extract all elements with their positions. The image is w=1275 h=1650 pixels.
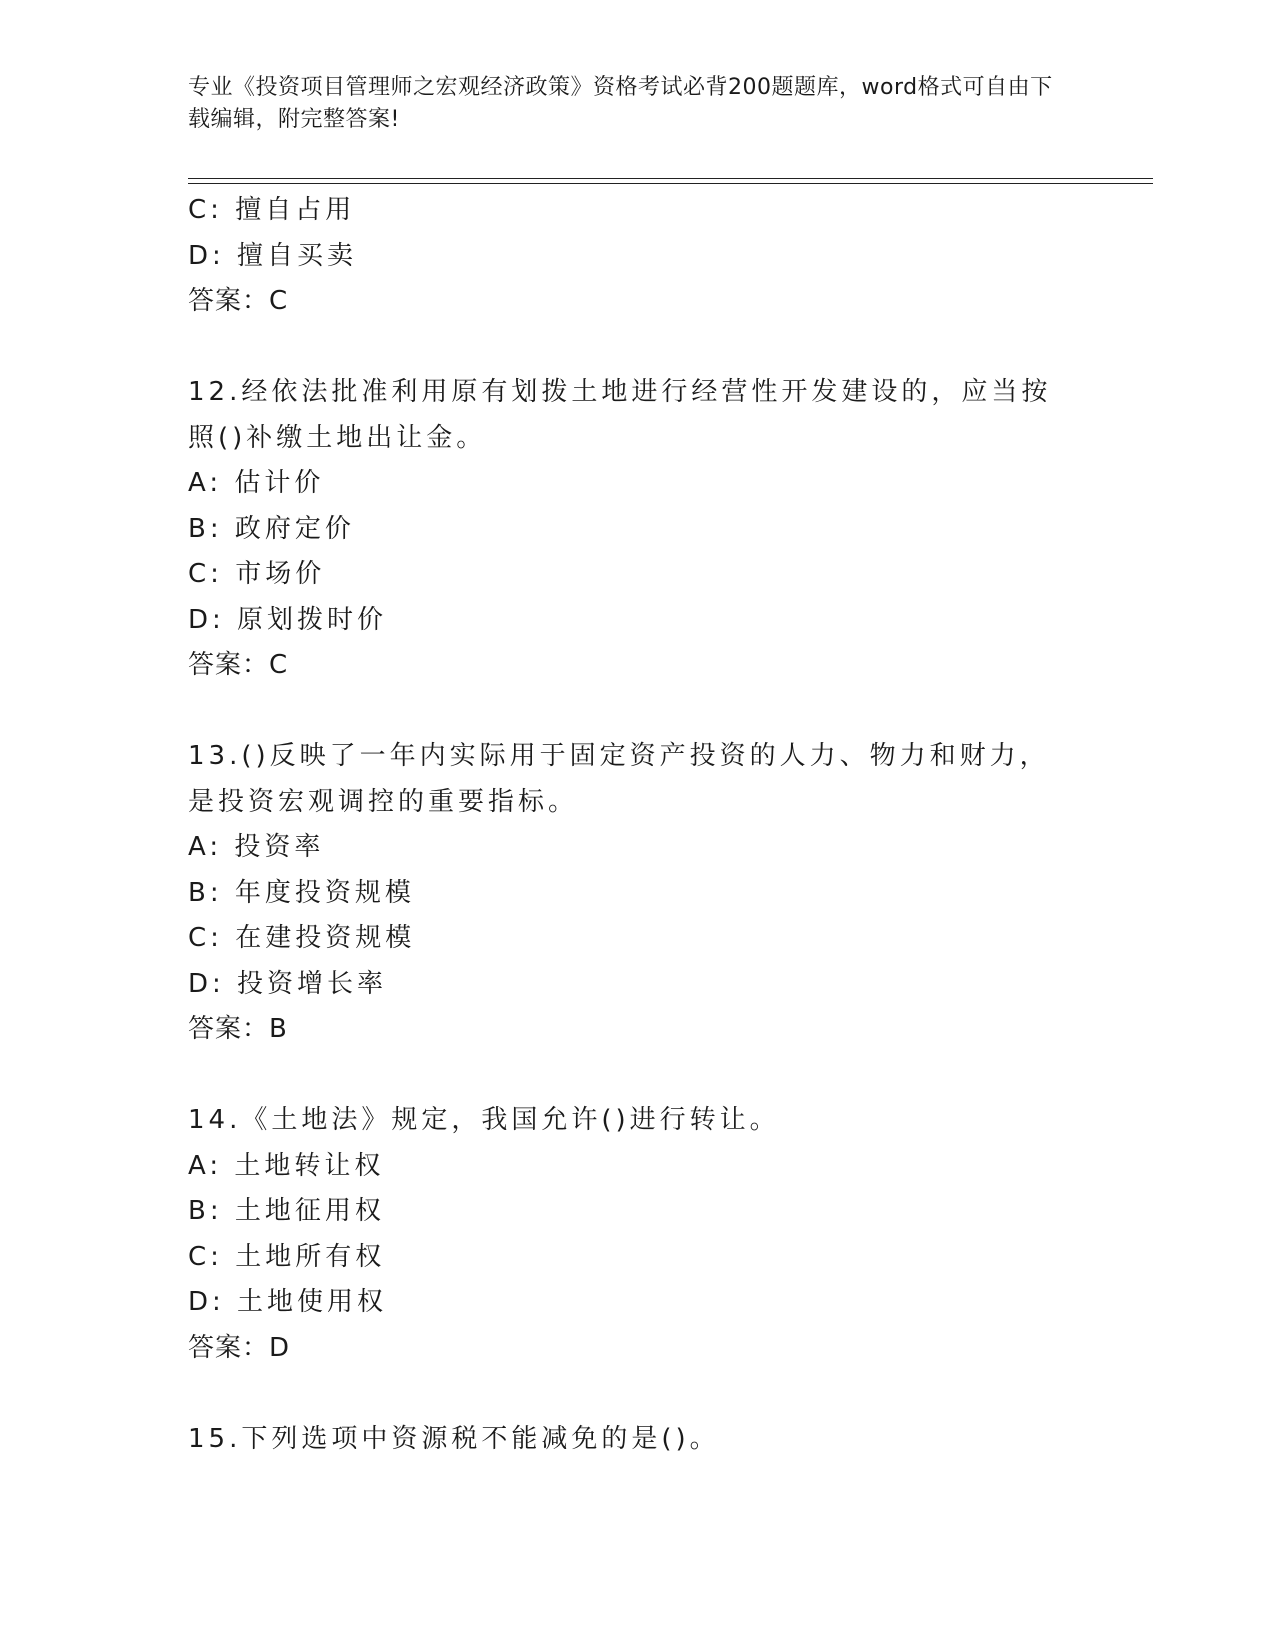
option-d	[188, 1280, 1088, 1326]
option-label: D:	[188, 968, 225, 999]
question-stem: 下列选项中资源税不能减免的是()。	[241, 1423, 720, 1454]
option-text: 市场价	[235, 559, 326, 589]
option-text: 估计价	[234, 468, 325, 498]
option-c	[188, 188, 1088, 234]
option-label: C:	[188, 559, 223, 589]
question-text	[188, 1098, 1068, 1144]
document-header	[188, 72, 1068, 136]
option-label: C:	[188, 923, 223, 953]
option-label: D:	[188, 604, 225, 635]
answer: 答案：B	[188, 1014, 288, 1044]
option-b	[188, 871, 1088, 917]
option-b	[188, 507, 1088, 553]
question-13	[188, 734, 1088, 1053]
header-rule-bottom	[188, 183, 1153, 184]
question-number: 12.	[188, 377, 242, 407]
question-text	[188, 370, 1068, 461]
question-15	[188, 1417, 1088, 1463]
question-text	[188, 1417, 1068, 1463]
option-text: 投资率	[234, 832, 325, 862]
option-text: 在建投资规模	[235, 923, 416, 953]
spacer	[188, 689, 1088, 735]
option-text: 擅自占用	[235, 195, 356, 225]
option-label: A:	[188, 832, 223, 862]
option-label: D:	[188, 240, 225, 271]
option-a	[188, 461, 1088, 507]
question-stem: ()反映了一年内实际用于固定资产投资的人力、物力和财力，是投资宏观调控的重要指标。	[188, 741, 1050, 817]
answer: 答案：D	[188, 1332, 291, 1363]
option-c	[188, 1235, 1088, 1281]
question-number: 15.	[188, 1423, 242, 1454]
option-text: 年度投资规模	[234, 877, 415, 908]
option-a	[188, 1144, 1088, 1190]
header-rule-top	[188, 178, 1153, 179]
question-11-tail	[188, 188, 1088, 325]
option-label: C:	[188, 195, 223, 225]
spacer	[188, 325, 1088, 371]
option-label: C:	[188, 1241, 223, 1272]
option-text: 原划拨时价	[237, 604, 388, 635]
question-text	[188, 734, 1068, 825]
option-d	[188, 962, 1088, 1008]
option-d	[188, 234, 1088, 280]
question-number: 13.	[188, 741, 242, 771]
question-12	[188, 370, 1088, 689]
header-text: 专业《投资项目管理师之宏观经济政策》资格考试必背200题题库，word格式可自由下载编辑，附完整答案!	[188, 75, 1053, 132]
option-label: D:	[188, 1287, 225, 1317]
option-text: 土地使用权	[237, 1287, 388, 1317]
option-text: 土地所有权	[235, 1241, 386, 1272]
spacer	[188, 1053, 1088, 1099]
option-label: A:	[188, 468, 223, 498]
option-text: 投资增长率	[237, 968, 388, 999]
option-c	[188, 552, 1088, 598]
question-14	[188, 1098, 1088, 1371]
option-label: B:	[188, 877, 223, 908]
option-label: B:	[188, 513, 223, 544]
answer: 答案：C	[188, 650, 289, 680]
spacer	[188, 1371, 1088, 1417]
option-text: 擅自买卖	[237, 240, 358, 271]
option-d	[188, 598, 1088, 644]
option-text: 政府定价	[234, 513, 355, 544]
option-b	[188, 1189, 1088, 1235]
option-text: 土地转让权	[234, 1150, 385, 1181]
answer: 答案：C	[188, 286, 289, 316]
document-body	[188, 188, 1088, 1462]
question-stem: 经依法批准利用原有划拨土地进行经营性开发建设的，应当按照()补缴土地出让金。	[188, 377, 1052, 453]
option-text: 土地征用权	[234, 1196, 385, 1226]
question-number: 14.	[188, 1105, 242, 1135]
option-a	[188, 825, 1088, 871]
option-c	[188, 916, 1088, 962]
question-stem: 《土地法》规定，我国允许()进行转让。	[241, 1105, 780, 1135]
option-label: A:	[188, 1150, 223, 1181]
option-label: B:	[188, 1196, 223, 1226]
